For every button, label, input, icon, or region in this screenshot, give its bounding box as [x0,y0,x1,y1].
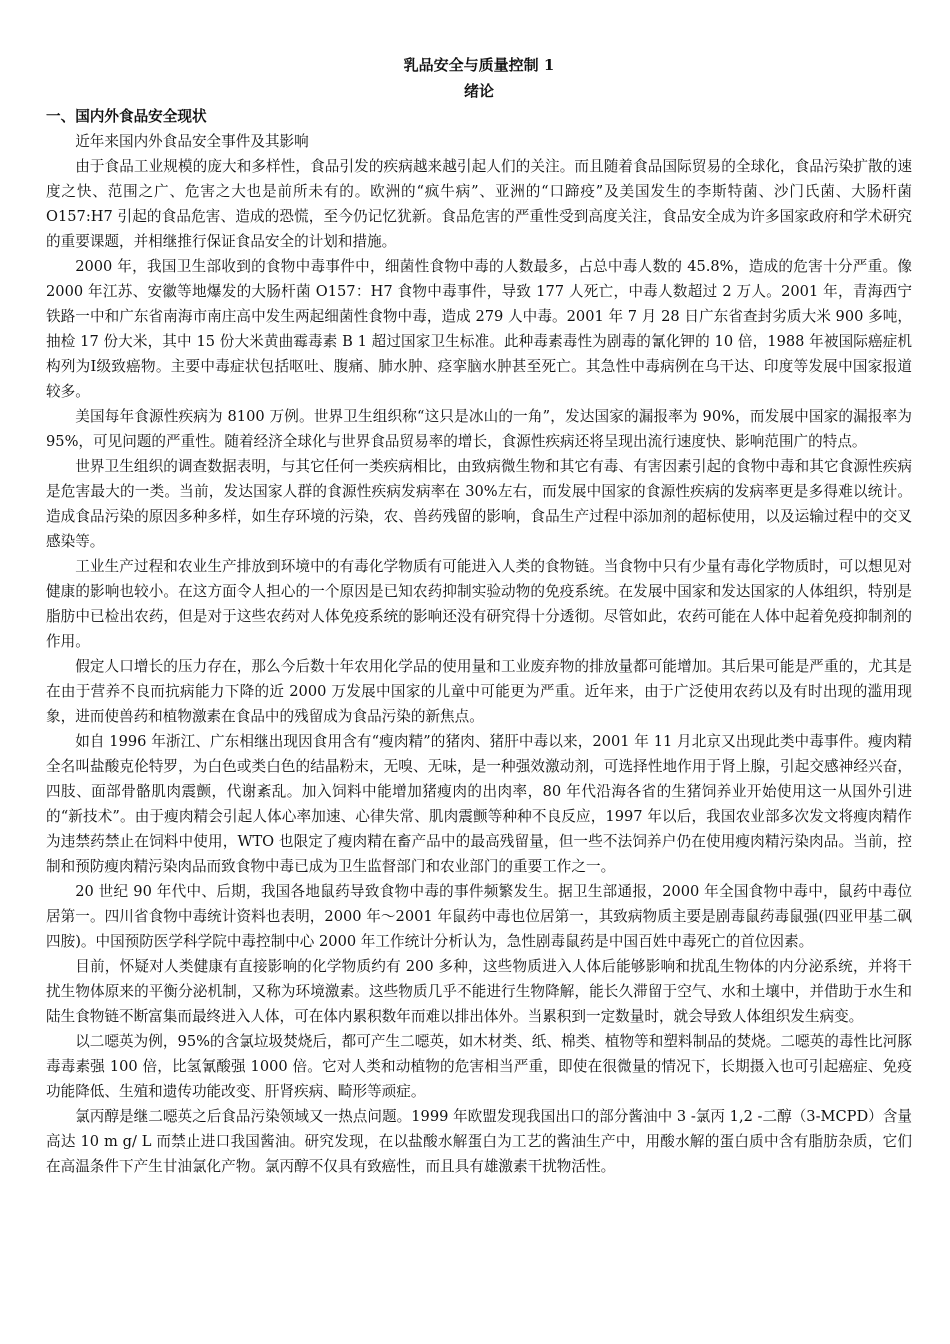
body-paragraph: 2000 年，我国卫生部收到的食物中毒事件中，细菌性食物中毒的人数最多，占总中毒人数的 45.8%，造成的危害十分严重。像 2000 年江苏、安徽等地爆发的大肠杆菌 O157：H7 食物中毒事件，导致 177 人死亡，中毒人数超过 2 万人。2001 年，青海西宁铁路一中和广东省南海市南庄高中发生两起细菌性食物中毒，造成 279 人中毒。2001 年 7 月 28 日广东省查封劣质大米 900 多吨，抽检 17 份大米，其中 15 份大米黄曲霉毒素 B 1 超过国家卫生标准。此种毒素毒性为剧毒的氰化钾的 10 倍，1988 年被国际癌症机构列为Ⅰ级致癌物。主要中毒症状包括呕吐、腹痛、肺水肿、痉挛脑水肿甚至死亡。其急性中毒病例在乌干达、印度等发展中国家报道较多。 [46,258,912,400]
body-paragraph: 假定人口增长的压力存在，那么今后数十年农用化学品的使用量和工业废弃物的排放量都可能增加。其后果可能是严重的，尤其是在由于营养不良而抗病能力下降的近 2000 万发展中国家的儿童中可能更为严重。近年来，由于广泛使用农药以及有时出现的滥用现象，进而使兽药和植物激素在食品中的残留成为食品污染的新焦点。 [46,658,912,725]
body-paragraph: 以二噁英为例，95%的含氯垃圾焚烧后，都可产生二噁英，如木材类、纸、棉类、植物等和塑料制品的焚烧。二噁英的毒性比河豚毒毒素强 100 倍，比氢氰酸强 1000 倍。它对人类和动植物的危害相当严重，即使在很微量的情况下，长期摄入也可引起癌症、免疫功能降低、生殖和遗传功能改变、肝肾疾病、畸形等顽症。 [46,1033,912,1100]
body-paragraph: 20 世纪 90 年代中、后期，我国各地鼠药导致食物中毒的事件频繁发生。据卫生部通报，2000 年全国食物中毒中，鼠药中毒位居第一。四川省食物中毒统计资料也表明，2000 年～2001 年鼠药中毒也位居第一，其致病物质主要是剧毒鼠药毒鼠强(四亚甲基二砜四胺)。中国预防医学科学院中毒控制中心 2000 年工作统计分析认为，急性剧毒鼠药是中国百姓中毒死亡的首位因素。 [46,883,912,950]
chapter-title: 绪论 [463,82,494,100]
body-paragraph: 由于食品工业规模的庞大和多样性，食品引发的疾病越来越引起人们的关注。而且随着食品国际贸易的全球化，食品污染扩散的速度之快、范围之广、危害之大也是前所未有的。欧洲的“疯牛病”、亚洲的“口蹄疫”及美国发生的李斯特菌、沙门氏菌、大肠杆菌 O157:H7 引起的食品危害、造成的恐慌，至今仍记忆犹新。食品危害的严重性受到高度关注，食品安全成为许多国家政府和学术研究的重要课题，并相继推行保证食品安全的计划和措施。 [46,158,912,250]
body-paragraph: 目前，怀疑对人类健康有直接影响的化学物质约有 200 多种，这些物质进入人体后能够影响和扰乱生物体的内分泌系统，并将干扰生物体原来的平衡分泌机制，又称为环境激素。这些物质几乎不能进行生物降解，能长久滞留于空气、水和土壤中，并借助于水生和陆生食物链不断富集而最终进入人体，可在体内累积数年而难以排出体外。当累积到一定数量时，就会导致人体组织发生病变。 [46,958,912,1025]
body-paragraph: 世界卫生组织的调查数据表明，与其它任何一类疾病相比，由致病微生物和其它有毒、有害因素引起的食物中毒和其它食源性疾病是危害最大的一类。当前，发达国家人群的食源性疾病发病率在 30%左右，而发展中国家的食源性疾病的发病率更是多得难以统计。造成食品污染的原因多种多样，如生存环境的污染，农、兽药残留的影响，食品生产过程中添加剂的超标使用，以及运输过程中的交叉感染等。 [46,458,912,550]
body-paragraph: 美国每年食源性疾病为 8100 万例。世界卫生组织称“这只是冰山的一角”，发达国家的漏报率为 90%，而发展中国家的漏报率为 95%，可见问题的严重性。随着经济全球化与世界食品贸易率的增长，食源性疾病还将呈现出流行速度快、影响范围广的特点。 [46,408,912,450]
body-paragraph: 工业生产过程和农业生产排放到环境中的有毒化学物质有可能进入人类的食物链。当食物中只有少量有毒化学物质时，可以想见对健康的影响也较小。在这方面令人担心的一个原因是已知农药抑制实验动物的免疫系统。在发展中国家和发达国家的人体组织，特别是脂肪中已检出农药，但是对于这些农药对人体免疫系统的影响还没有研究得十分透彻。尽管如此，农药可能在人体中起着免疫抑制剂的作用。 [46,558,912,650]
body-paragraph: 氯丙醇是继二噁英之后食品污染领域又一热点问题。1999 年欧盟发现我国出口的部分酱油中 3 -氯丙 1,2 -二醇（3-MCPD）含量高达 10 m g/ L 而禁止进口我国酱油。研究发现，在以盐酸水解蛋白为工艺的酱油生产中，用酸水解的蛋白质中含有脂肪杂质，它们在高温条件下产生甘油氯化产物。氯丙醇不仅具有致癌性，而且具有雄激素干扰物活性。 [46,1108,912,1175]
document-title: 乳品安全与质量控制 1 [403,56,555,74]
intro-line: 近年来国内外食品安全事件及其影响 [75,133,309,150]
body-paragraph: 如自 1996 年浙江、广东相继出现因食用含有“瘦肉精”的猪肉、猪肝中毒以来，2001 年 11 月北京又出现此类中毒事件。瘦肉精全名叫盐酸克伦特罗，为白色或类白色的结晶粉末，无嗅、无味，是一种强效激动剂，可选择性地作用于肾上腺，引起交感神经兴奋，四肢、面部骨骼肌肉震颤，代谢紊乱。加入饲料中能增加猪瘦肉的出肉率，80 年代沿海各省的生猪饲养业开始使用这一从国外引进的“新技术”。由于瘦肉精会引起人体心率加速、心律失常、肌肉震颤等种种不良反应，1997 年以后，我国农业部多次发文将瘦肉精作为违禁药禁止在饲料中使用，WTO 也限定了瘦肉精在畜产品中的最高残留量，但一些不法饲养户仍在使用瘦肉精污染肉品。当前，控制和预防瘦肉精污染肉品而致食物中毒已成为卫生监督部门和农业部门的重要工作之一。 [46,733,912,875]
section-heading: 一、国内外食品安全现状 [46,108,207,125]
